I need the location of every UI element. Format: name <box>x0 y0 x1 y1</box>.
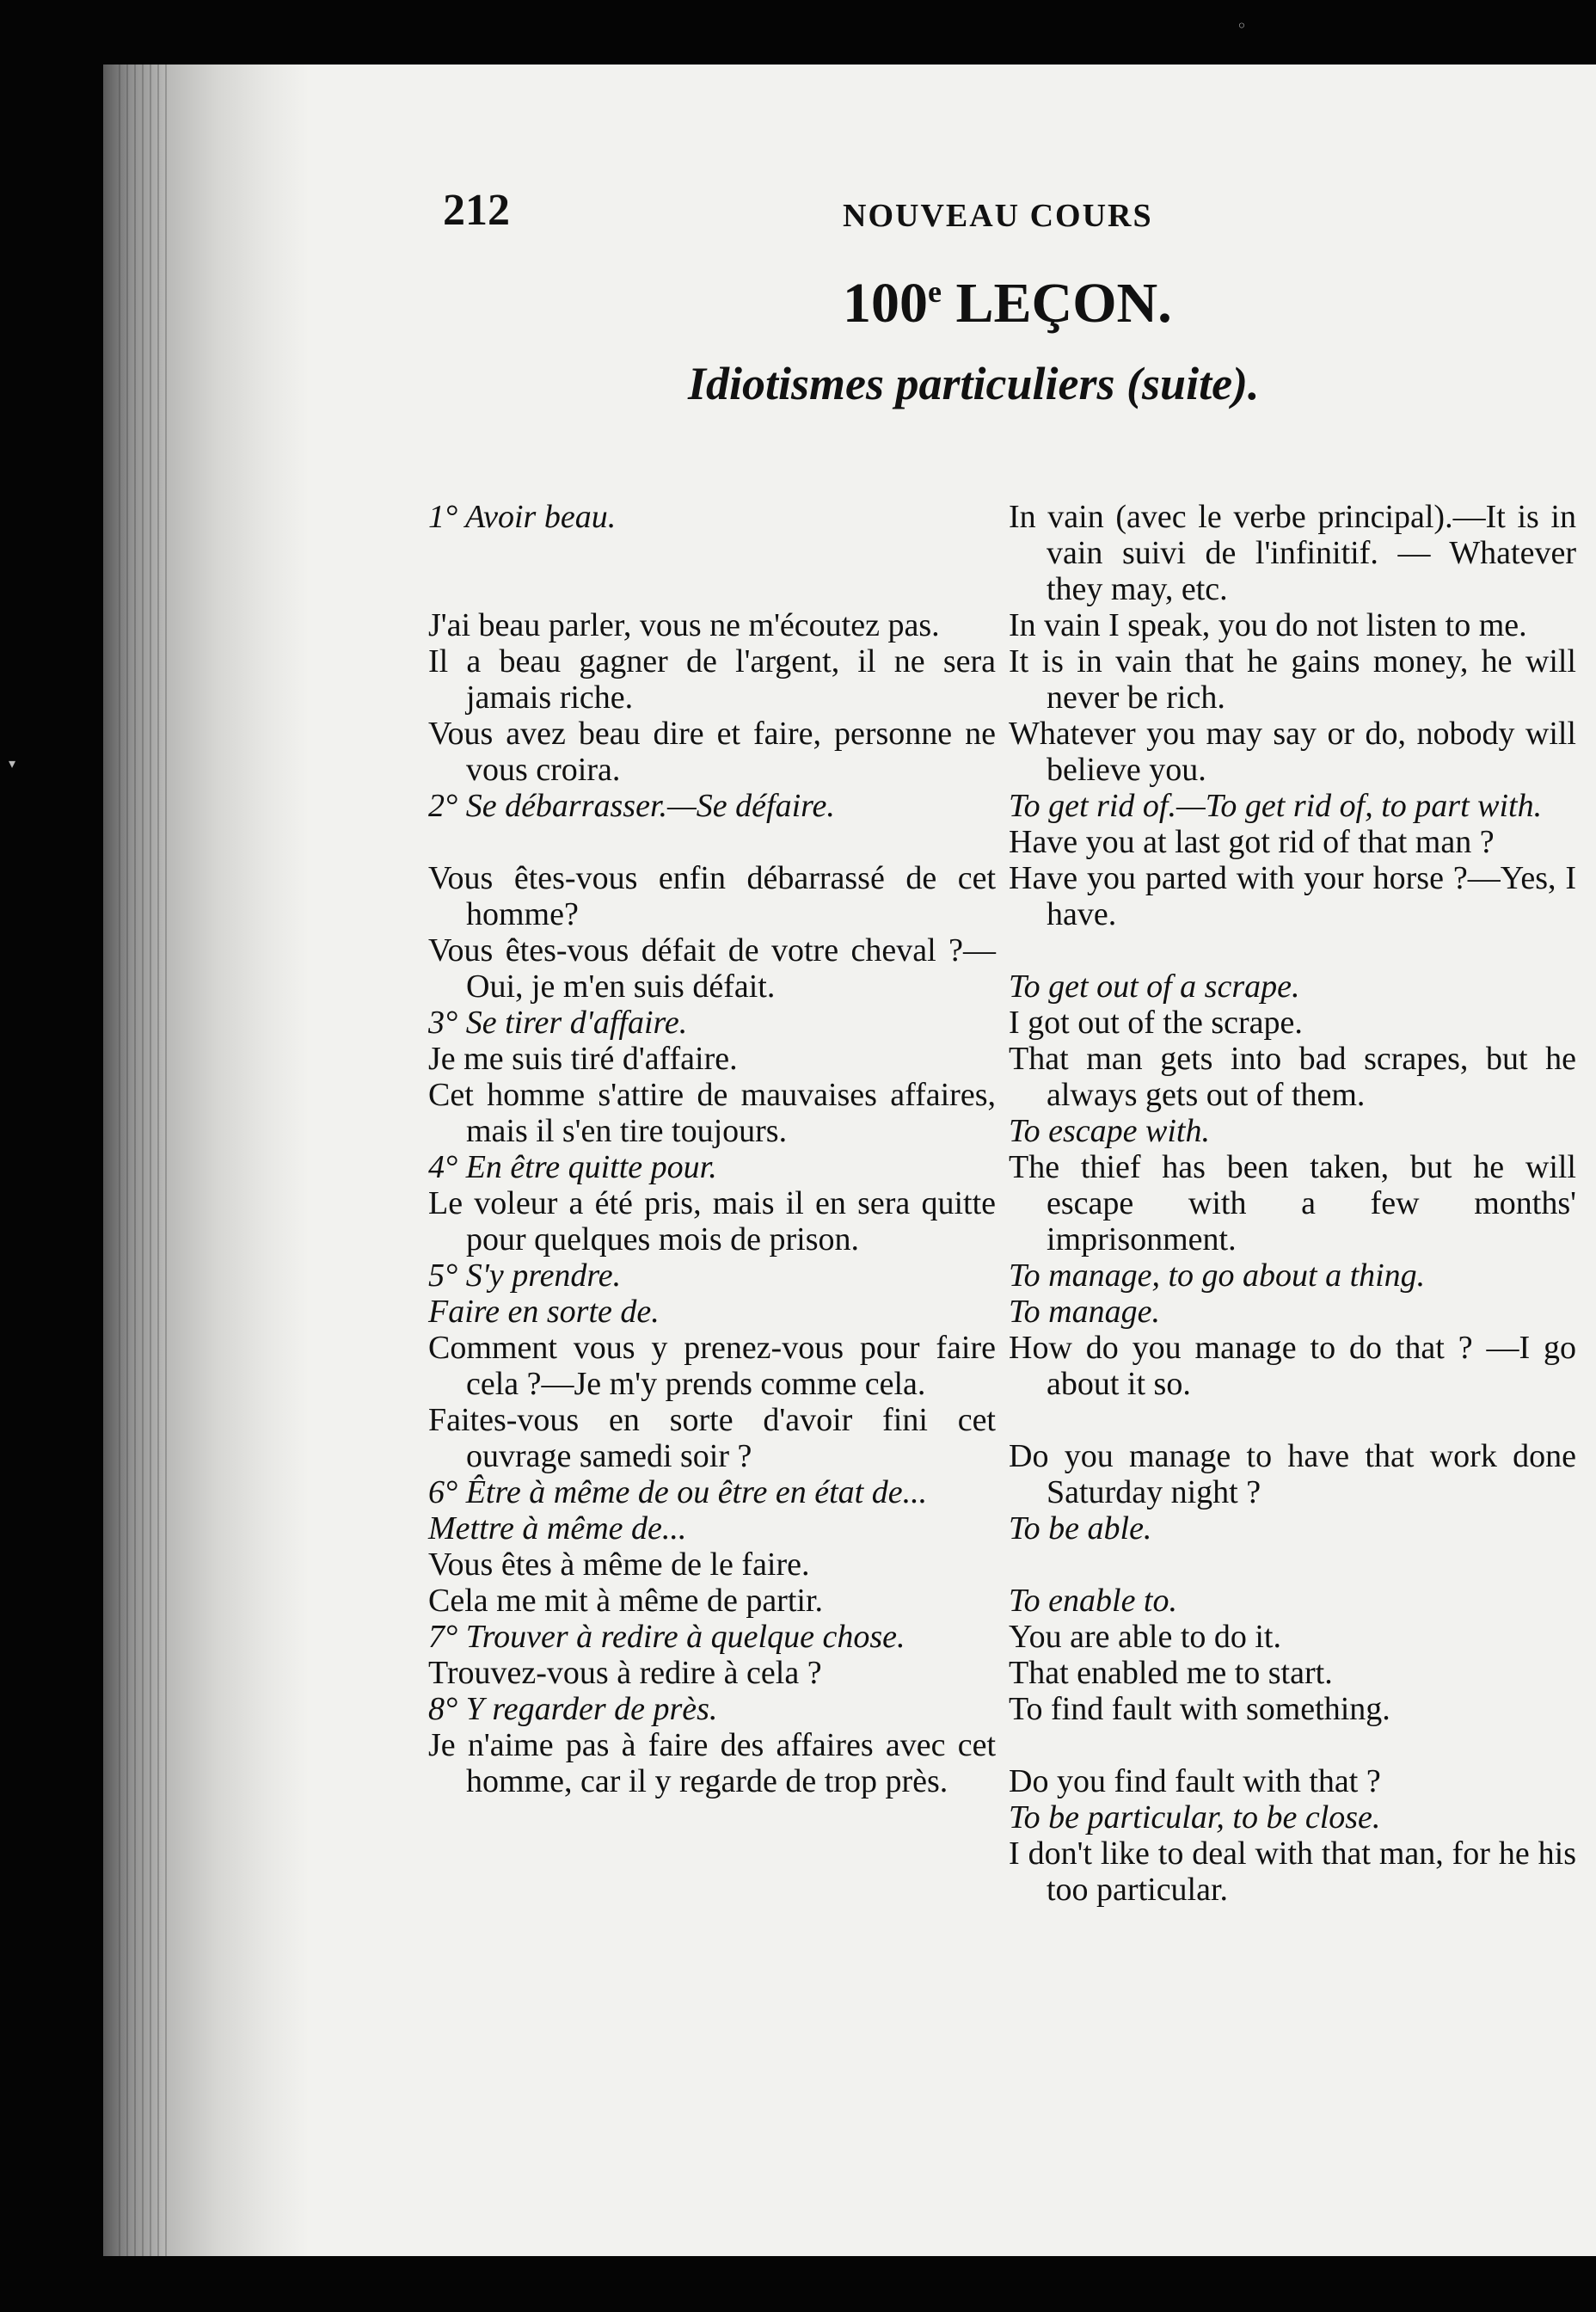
english-heading-entry: To be able. <box>1009 1510 1152 1546</box>
english-column <box>1009 499 1576 1908</box>
english-example-entry: Do you find fault with that ? <box>1009 1763 1381 1799</box>
page-gutter-shadow <box>103 65 310 2256</box>
french-heading-entry: 6° Être à même de ou être en état de... <box>428 1474 928 1510</box>
french-heading-entry: 5° S'y prendre. <box>428 1257 622 1294</box>
french-heading-entry: 1° Avoir beau. <box>428 499 617 535</box>
french-example-entry: Vous êtes à même de le faire. <box>428 1546 810 1583</box>
english-example-entry: That enabled me to start. <box>1009 1655 1333 1691</box>
entry-spacer <box>1009 932 1576 968</box>
entry-spacer <box>1009 1727 1576 1763</box>
french-column <box>428 499 996 1799</box>
english-example-entry: I got out of the scrape. <box>1009 1005 1303 1041</box>
scan-speck: ◦ <box>1237 15 1247 36</box>
english-heading-entry: To enable to. <box>1009 1583 1177 1619</box>
english-heading-entry: To get out of a scrape. <box>1009 968 1300 1005</box>
french-example-entry: Trouvez-vous à redire à cela ? <box>428 1655 822 1691</box>
entry-spacer <box>428 824 996 860</box>
french-heading-entry: Mettre à même de... <box>428 1510 687 1546</box>
french-example-entry: Comment vous y prenez-vous pour faire cela ?—Je m'y prends comme cela. <box>428 1330 996 1402</box>
book-page <box>103 65 1596 2256</box>
english-example-entry: In vain I speak, you do not listen to me. <box>1009 607 1527 643</box>
running-title: NOUVEAU COURS <box>843 198 1153 234</box>
lesson-title-word: LEÇON. <box>955 272 1172 335</box>
french-example-entry: Il a beau gagner de l'argent, il ne sera jamais riche. <box>428 643 996 716</box>
english-example-entry: In vain (avec le verbe principal).—It is in vain suivi de l'infinitif. — Whatever they may, etc. <box>1009 499 1576 607</box>
french-example-entry: Le voleur a été pris, mais il en sera quitte pour quelques mois de prison. <box>428 1185 996 1257</box>
french-heading-entry: Faire en sorte de. <box>428 1294 660 1330</box>
english-example-entry: It is in vain that he gains money, he will never be rich. <box>1009 643 1576 716</box>
english-example-entry: The thief has been taken, but he will escape with a few months' imprisonment. <box>1009 1149 1576 1257</box>
english-heading-entry: To escape with. <box>1009 1113 1210 1149</box>
french-example-entry: Vous avez beau dire et faire, personne ne vous croira. <box>428 716 996 788</box>
lesson-number-suffix: e <box>928 274 942 309</box>
scan-speck: ▾ <box>9 755 16 772</box>
english-example-entry: How do you manage to do that ? —I go about it so. <box>1009 1330 1576 1402</box>
lesson-number: 100 <box>843 272 928 335</box>
entry-spacer <box>1009 1402 1576 1438</box>
french-heading-entry: 2° Se débarrasser.—Se défaire. <box>428 788 835 824</box>
english-example-entry: Whatever you may say or do, nobody will believe you. <box>1009 716 1576 788</box>
french-example-entry: Vous êtes-vous enfin débarrassé de cet homme? <box>428 860 996 932</box>
english-example-entry: Have you at last got rid of that man ? <box>1009 824 1495 860</box>
french-example-entry: Je me suis tiré d'affaire. <box>428 1041 738 1077</box>
english-example-entry: I don't like to deal with that man, for he his too particular. <box>1009 1835 1576 1908</box>
english-heading-entry: To be particular, to be close. <box>1009 1799 1381 1835</box>
french-heading-entry: 4° En être quitte pour. <box>428 1149 717 1185</box>
english-example-entry: To find fault with something. <box>1009 1691 1390 1727</box>
french-heading-entry: 3° Se tirer d'affaire. <box>428 1005 688 1041</box>
lesson-subtitle: Idiotismes particuliers (suite). <box>688 358 1260 409</box>
entry-spacer <box>1009 1546 1576 1583</box>
english-example-entry: Do you manage to have that work done Saturday night ? <box>1009 1438 1576 1510</box>
french-example-entry: J'ai beau parler, vous ne m'écoutez pas. <box>428 607 940 643</box>
english-example-entry: That man gets into bad scrapes, but he always gets out of them. <box>1009 1041 1576 1113</box>
french-example-entry: Je n'aime pas à faire des affaires avec cet homme, car il y regarde de trop près. <box>428 1727 996 1799</box>
entry-spacer <box>428 535 996 607</box>
french-example-entry: Vous êtes-vous défait de votre cheval ?—Oui, je m'en suis défait. <box>428 932 996 1005</box>
page-number: 212 <box>443 186 510 235</box>
english-heading-entry: To get rid of.—To get rid of, to part with. <box>1009 788 1543 824</box>
english-heading-entry: To manage, to go about a thing. <box>1009 1257 1426 1294</box>
english-example-entry: You are able to do it. <box>1009 1619 1281 1655</box>
french-example-entry: Cet homme s'attire de mauvaises affaires, mais il s'en tire toujours. <box>428 1077 996 1149</box>
lesson-title <box>843 271 1172 336</box>
running-head <box>103 185 1596 245</box>
french-heading-entry: 8° Y regarder de près. <box>428 1691 718 1727</box>
french-example-entry: Faites-vous en sorte d'avoir fini cet ouvrage samedi soir ? <box>428 1402 996 1474</box>
english-heading-entry: To manage. <box>1009 1294 1160 1330</box>
french-example-entry: Cela me mit à même de partir. <box>428 1583 824 1619</box>
english-example-entry: Have you parted with your horse ?—Yes, I have. <box>1009 860 1576 932</box>
french-heading-entry: 7° Trouver à redire à quelque chose. <box>428 1619 905 1655</box>
